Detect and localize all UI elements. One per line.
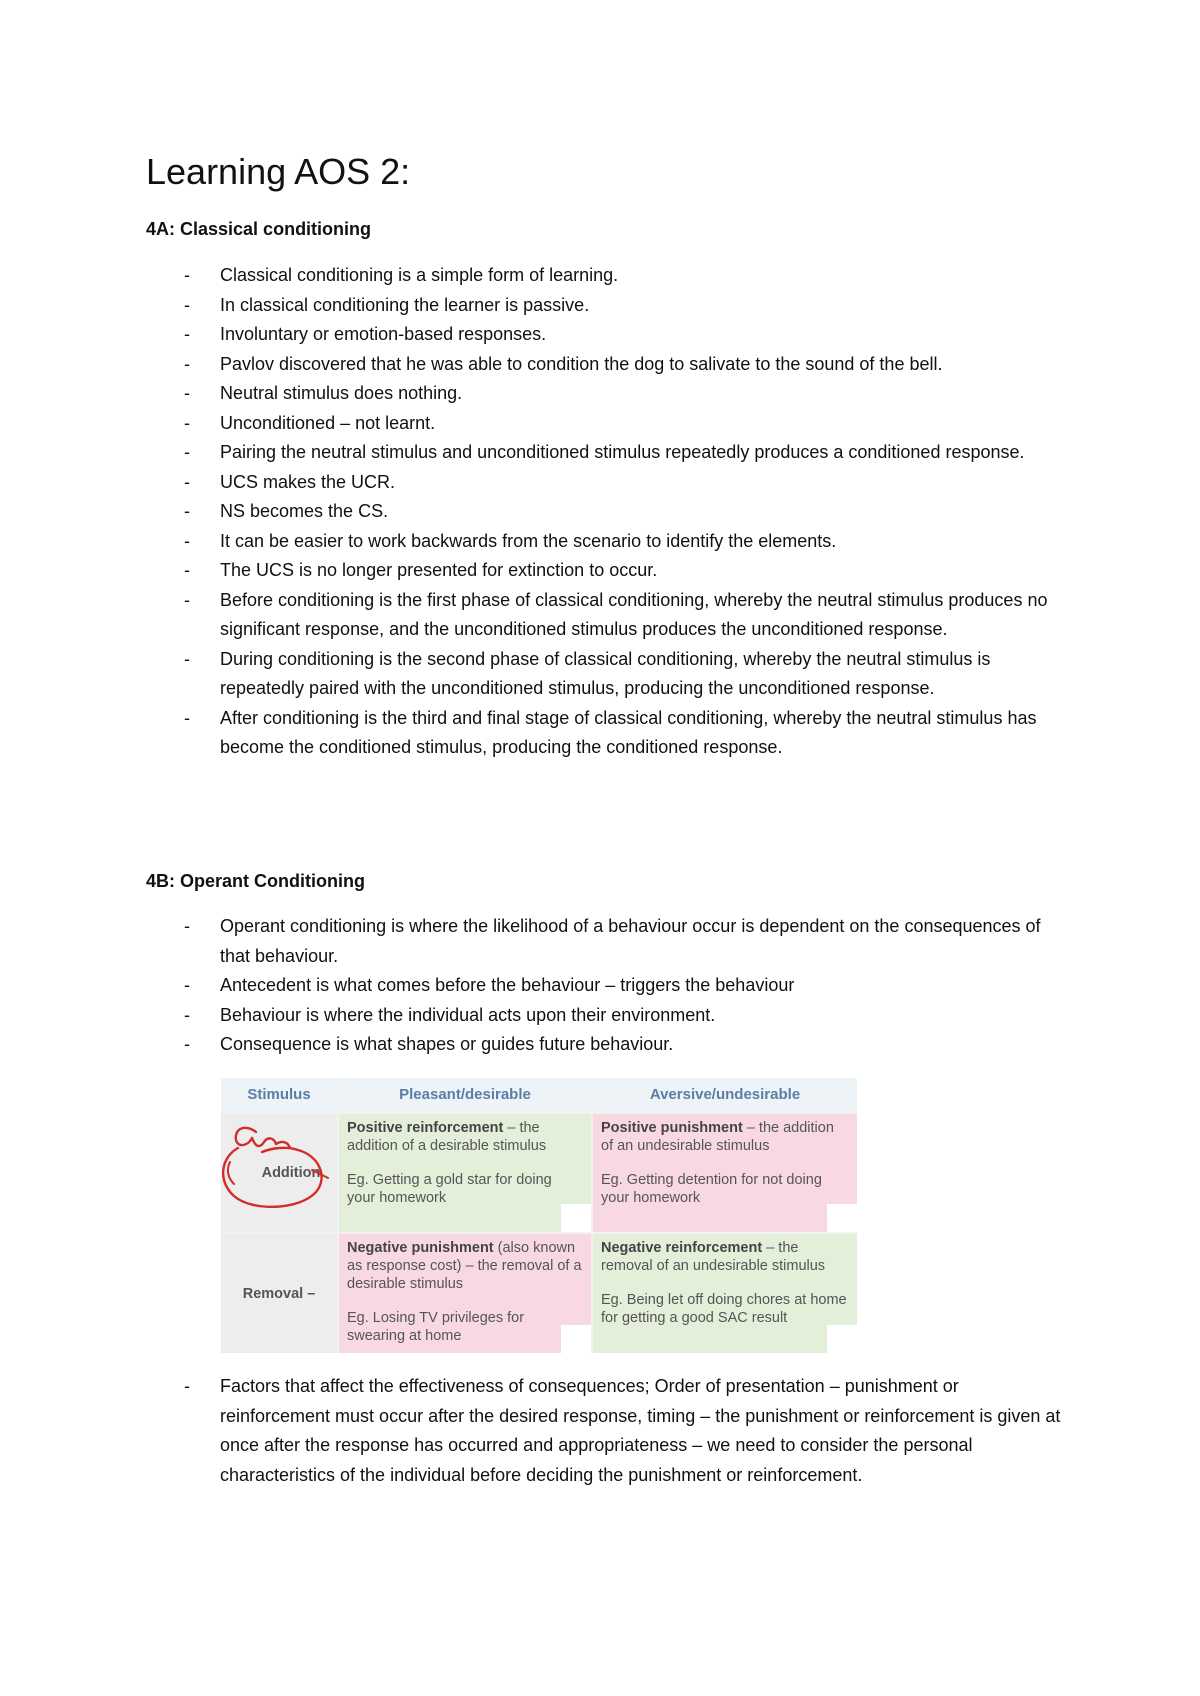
- section-heading-4a: 4A: Classical conditioning: [146, 219, 372, 239]
- list-item: - Neutral stimulus does nothing.: [146, 379, 1066, 409]
- list-item: - UCS makes the UCR.: [146, 468, 1066, 498]
- list-item: - Behaviour is where the individual acts upon their environment.: [146, 1001, 1066, 1031]
- bullet-list-4a: [146, 261, 1066, 763]
- table-row-label-addition: Addition: [221, 1114, 337, 1232]
- list-item: - After conditioning is the third and final stage of classical conditioning, whereby the neutral stimulus has become the conditioned stimulus, producing the conditioned response.: [146, 704, 1066, 763]
- cell-example: Eg. Getting detention for not doing your homework: [601, 1172, 822, 1206]
- cell-term: Positive reinforcement: [347, 1120, 504, 1136]
- list-item: - Consequence is what shapes or guides future behaviour.: [146, 1030, 1066, 1060]
- list-item: - Unconditioned – not learnt.: [146, 409, 1066, 439]
- table-header-pleasant: Pleasant/desirable: [339, 1078, 591, 1112]
- list-item: - Involuntary or emotion-based responses.: [146, 320, 1066, 350]
- list-item: - Before conditioning is the first phase of classical conditioning, whereby the neutral stimulus produces no significant response, and the unconditioned stimulus produces the unconditioned response.: [146, 586, 1066, 645]
- cell-example: Eg. Losing TV privileges for swearing at home: [347, 1310, 525, 1344]
- cell-term: Negative punishment: [347, 1240, 494, 1256]
- list-item: - NS becomes the CS.: [146, 497, 1066, 527]
- list-item: - Factors that affect the effectiveness of consequences; Order of presentation – punishment or reinforcement must occur after the desired response, timing – the punishment or reinforcement is given at once after the response has occurred and appropriateness – we need to consider the personal characteristics of the individual before deciding the punishment or reinforcement.: [146, 1372, 1066, 1490]
- cell-term: Positive punishment: [601, 1120, 743, 1136]
- list-item: - Classical conditioning is a simple form of learning.: [146, 261, 1066, 291]
- list-item: - The UCS is no longer presented for extinction to occur.: [146, 556, 1066, 586]
- table-cell-negative-punishment: [339, 1234, 591, 1353]
- table-row-label-removal: Removal –: [221, 1234, 337, 1353]
- cell-term: Negative reinforcement: [601, 1240, 763, 1256]
- bullet-list-4b-factors: [146, 1372, 1066, 1490]
- table-cell-positive-reinforcement: [339, 1114, 591, 1232]
- list-item: - It can be easier to work backwards from the scenario to identify the elements.: [146, 527, 1066, 557]
- cell-example: Eg. Being let off doing chores at home for getting a good SAC result: [601, 1292, 847, 1326]
- cell-description: – the removal of an undesirable stimulus: [601, 1240, 826, 1274]
- cell-description: – the addition of an undesirable stimulus: [601, 1120, 834, 1154]
- list-item: - In classical conditioning the learner is passive.: [146, 291, 1066, 321]
- page-title: Learning AOS 2:: [146, 151, 411, 192]
- list-item: - Pairing the neutral stimulus and unconditioned stimulus repeatedly produces a conditioned response.: [146, 438, 1066, 468]
- list-item: - During conditioning is the second phase of classical conditioning, whereby the neutral stimulus is repeatedly paired with the unconditioned stimulus, producing the unconditioned response.: [146, 645, 1066, 704]
- table-header-aversive: Aversive/undesirable: [593, 1078, 857, 1112]
- cell-description: – the addition of a desirable stimulus: [347, 1120, 547, 1154]
- list-item: - Operant conditioning is where the likelihood of a behaviour occur is dependent on the consequences of that behaviour.: [146, 912, 1066, 971]
- bullet-list-4b: [146, 912, 1066, 1060]
- table-cell-positive-punishment: [593, 1114, 857, 1232]
- table-cell-negative-reinforcement: [593, 1234, 857, 1353]
- cell-description: (also known as response cost) – the removal of a desirable stimulus: [347, 1240, 582, 1292]
- consequences-table: [221, 1078, 857, 1353]
- section-heading-4b: 4B: Operant Conditioning: [146, 871, 365, 891]
- table-header-stimulus: Stimulus: [221, 1078, 337, 1112]
- cell-example: Eg. Getting a gold star for doing your homework: [347, 1172, 552, 1206]
- list-item: - Pavlov discovered that he was able to condition the dog to salivate to the sound of the bell.: [146, 350, 1066, 380]
- list-item: - Antecedent is what comes before the behaviour – triggers the behaviour: [146, 971, 1066, 1001]
